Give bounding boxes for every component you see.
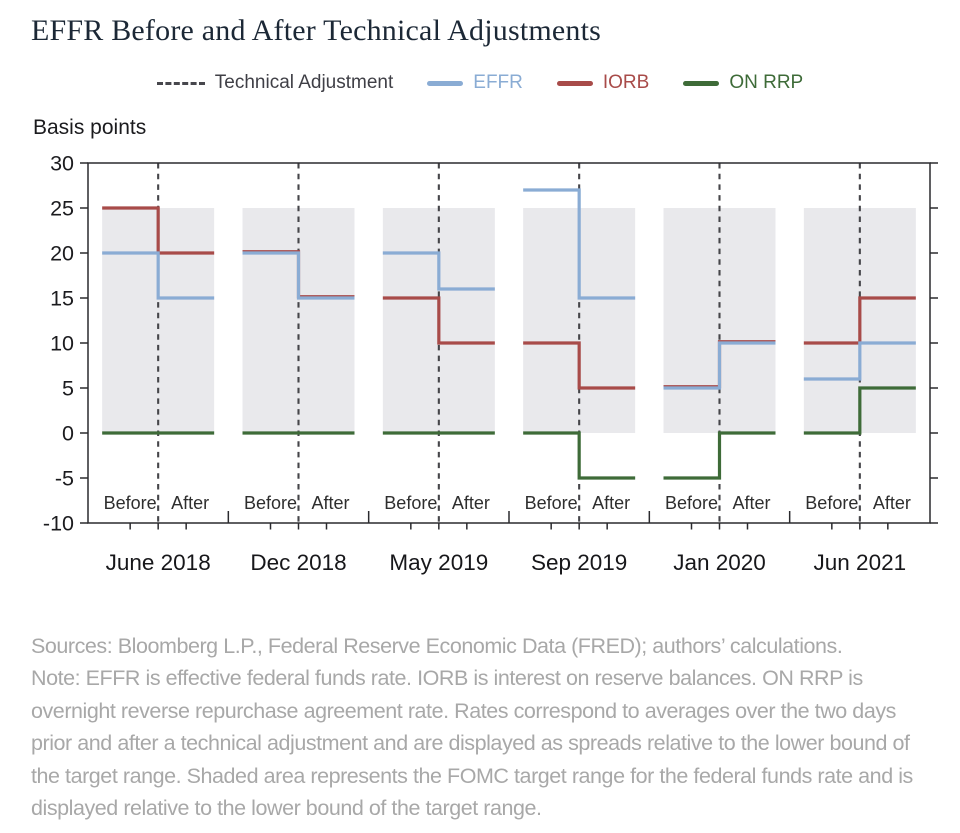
legend-label-iorb: IORB bbox=[602, 72, 650, 93]
panel-month-label: Dec 2018 bbox=[250, 550, 347, 575]
panel-month-label: June 2018 bbox=[105, 550, 211, 575]
note-line: prior and after a technical adjustment and are displayed as spreads relative to the lower bound of bbox=[31, 731, 910, 756]
y-tick-label: -10 bbox=[42, 511, 74, 536]
y-tick-label: 25 bbox=[50, 196, 74, 221]
note-line: Note: EFFR is effective federal funds rate. IORB is interest on reserve balances. ON RRP is bbox=[31, 666, 863, 691]
panel-month-label: Sep 2019 bbox=[530, 550, 628, 575]
plot-border bbox=[88, 163, 930, 523]
legend-label-effr: EFFR bbox=[473, 72, 523, 93]
before-label: Before bbox=[103, 493, 157, 513]
note-line: displayed relative to the lower bound of the target range. bbox=[31, 796, 542, 821]
y-axis-unit-label: Basis points bbox=[33, 116, 147, 139]
after-label: After bbox=[732, 493, 771, 513]
after-label: After bbox=[171, 493, 210, 513]
note-line: Sources: Bloomberg L.P., Federal Reserve Economic Data (FRED); authors’ calculations. bbox=[31, 634, 843, 658]
legend-label-technical-adjustment: Technical Adjustment bbox=[214, 72, 394, 93]
y-tick-label: 10 bbox=[50, 331, 74, 356]
after-label: After bbox=[592, 493, 631, 513]
source-note bbox=[31, 630, 949, 824]
note-line: the target range. Shaded area represents the FOMC target range for the federal funds rate and is bbox=[31, 763, 913, 788]
before-label: Before bbox=[243, 493, 298, 513]
before-label: Before bbox=[664, 493, 719, 513]
y-tick-label: 20 bbox=[50, 241, 74, 266]
series-on-rrp-panel-5 bbox=[664, 433, 776, 478]
panel-month-label: Jun 2021 bbox=[813, 550, 907, 575]
y-tick-label: 15 bbox=[50, 286, 74, 311]
y-tick-label: 0 bbox=[62, 421, 74, 446]
after-label: After bbox=[451, 493, 490, 513]
chart-title: EFFR Before and After Technical Adjustments bbox=[31, 14, 602, 47]
series-on-rrp-panel-4 bbox=[523, 433, 635, 478]
panel-month-label: May 2019 bbox=[389, 550, 489, 575]
legend-label-on-rrp: ON RRP bbox=[729, 72, 804, 93]
note-line: overnight reverse repurchase agreement rate. Rates correspond to averages over the two days bbox=[31, 698, 896, 723]
before-label: Before bbox=[524, 493, 578, 513]
after-label: After bbox=[311, 493, 350, 513]
panel-month-label: Jan 2020 bbox=[673, 550, 766, 575]
after-label: After bbox=[872, 493, 911, 513]
before-label: Before bbox=[805, 493, 859, 513]
y-tick-label: 5 bbox=[62, 376, 74, 401]
y-tick-label: 30 bbox=[50, 151, 74, 176]
y-tick-label: -5 bbox=[54, 466, 74, 491]
before-label: Before bbox=[384, 493, 438, 513]
